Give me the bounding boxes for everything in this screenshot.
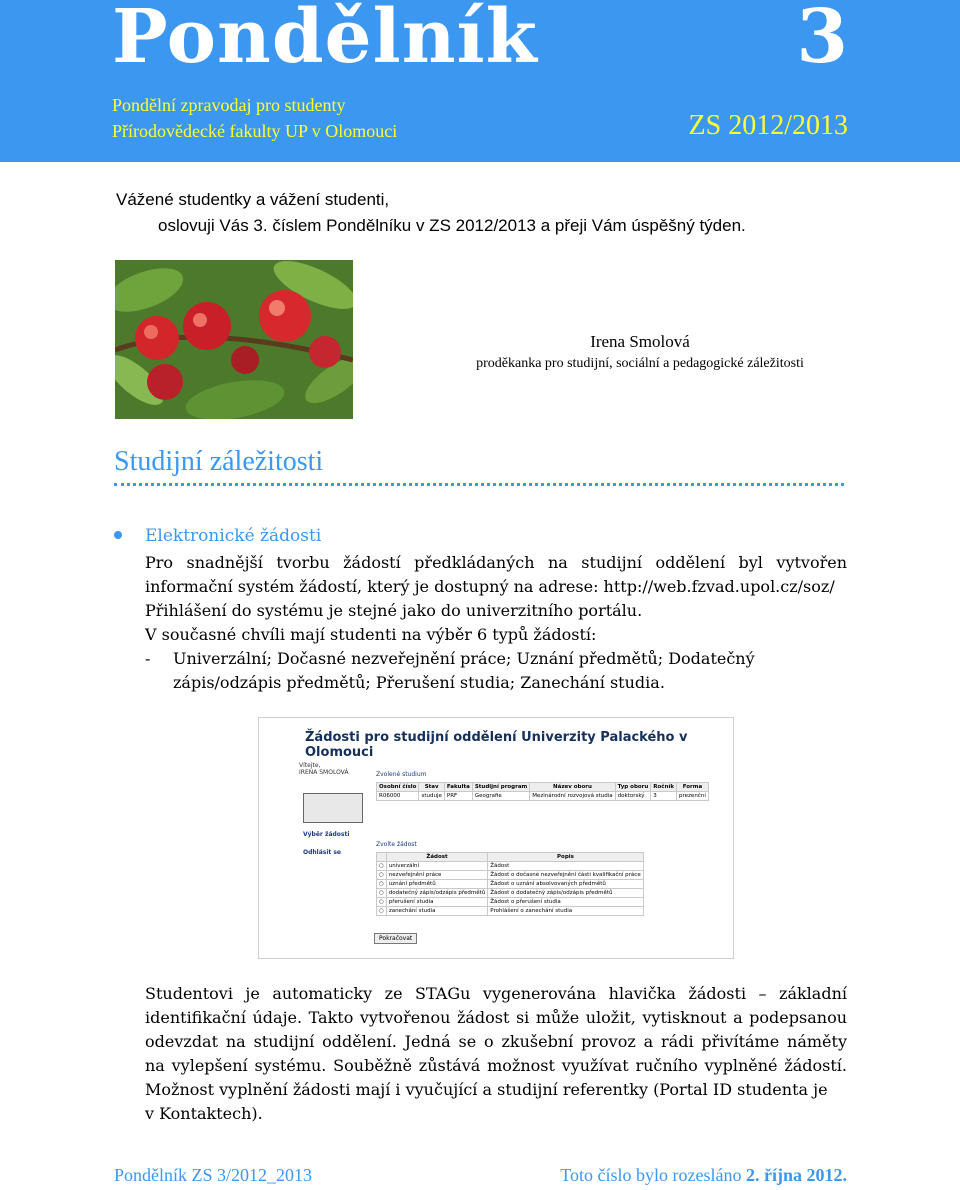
study-column-header: Ročník — [651, 783, 677, 792]
paragraph-line: na vylepšení systému. Souběžně zůstává možnost využívat ručního vyplněné žádostí. — [145, 1056, 847, 1075]
greeting-line-1: Vážené studentky a vážení studenti, — [116, 190, 390, 209]
table-row[interactable] — [377, 871, 644, 880]
signature-role: proděkanka pro studijní, sociální a pedagogické záležitosti — [476, 356, 804, 371]
request-cell: dodatečný zápis/odzápis předmětů — [386, 889, 487, 898]
signature-block — [380, 332, 900, 372]
request-cell: Prohlášení o zanechání studia — [488, 907, 644, 916]
study-column-header: Název oboru — [530, 783, 615, 792]
request-cell: Žádost o dočasné nezveřejnění části kvalifikační práce — [488, 871, 644, 880]
footer-issue: Pondělník ZS 3/2012_2013 — [114, 1165, 313, 1185]
table-row[interactable] — [377, 880, 644, 889]
request-cell: nezveřejnění práce — [386, 871, 487, 880]
subtitle-line-2: Přírodovědecké fakulty UP v Olomouci — [112, 121, 398, 141]
section-title: Studijní záležitosti — [114, 446, 324, 477]
semester-label: ZS 2012/2013 — [688, 110, 848, 141]
request-radio[interactable]: ○ — [377, 862, 387, 871]
signature-name: Irena Smolová — [590, 332, 690, 351]
greeting-line-2: oslovuji Vás 3. číslem Pondělníku v ZS 2012/2013 a přeji Vám úspěšný týden. — [158, 216, 746, 235]
request-cell: přerušení studia — [386, 898, 487, 907]
request-radio[interactable]: ○ — [377, 871, 387, 880]
request-cell: Žádost o přerušení studia — [488, 898, 644, 907]
study-cell: R06000 — [377, 792, 419, 801]
chosen-study-label: Zvolené studium — [376, 771, 427, 778]
select-request-link[interactable]: Výběr žádosti — [303, 831, 350, 838]
request-cell: Žádost — [488, 862, 644, 871]
request-radio[interactable]: ○ — [377, 907, 387, 916]
table-row[interactable] — [377, 889, 644, 898]
request-column-header: Popis — [488, 853, 644, 862]
requests-table — [376, 852, 644, 916]
subtitle-line-1: Pondělní zpravodaj pro studenty — [112, 95, 346, 115]
study-table — [376, 782, 709, 801]
paragraph-line: identifikační údaje. Takto vytvořenou žádost si může uložit, vytisknout a podepsanou — [145, 1008, 847, 1027]
list-dash: - — [145, 649, 151, 668]
study-column-header: Forma — [677, 783, 709, 792]
study-column-header: Stav — [419, 783, 444, 792]
study-column-header: Studijní program — [472, 783, 529, 792]
paragraph-line: Možnost vyplnění žádosti mají i vyučující a studijní referentky (Portal ID studenta je — [145, 1080, 828, 1099]
footer-date: 2. října 2012. — [746, 1165, 847, 1185]
continue-button[interactable]: Pokračovat — [374, 933, 417, 944]
request-radio[interactable]: ○ — [377, 898, 387, 907]
study-cell: Mezinárodní rozvojová studia — [530, 792, 615, 801]
request-cell: zanechání studia — [386, 907, 487, 916]
request-cell: uznání předmětů — [386, 880, 487, 889]
bullet-title: Elektronické žádosti — [145, 526, 322, 546]
footer-sent-date — [560, 1165, 847, 1186]
sidebar-box — [303, 793, 363, 823]
study-cell: 3 — [651, 792, 677, 801]
study-cell: studuje — [419, 792, 444, 801]
paragraph-line: Studentovi je automaticky ze STAGu vygenerována hlavička žádosti – základní — [145, 984, 847, 1003]
application-screenshot — [258, 717, 734, 959]
welcome-text — [299, 762, 363, 776]
newsletter-title: Pondělník — [112, 0, 538, 80]
list-line: Univerzální; Dočasné nezveřejnění práce; Uznání předmětů; Dodatečný — [173, 649, 755, 668]
request-cell: Žádost o uznání absolvovaných předmětů — [488, 880, 644, 889]
app-title: Žádosti pro studijní oddělení Univerzity Palackého v Olomouci — [305, 730, 688, 760]
newsletter-header — [0, 0, 960, 162]
study-column-header: Fakulta — [444, 783, 472, 792]
welcome-label: Vítejte, — [299, 762, 321, 769]
paragraph-line: Přihlášení do systému je stejné jako do univerzitního portálu. — [145, 601, 643, 620]
study-column-header: Osobní číslo — [377, 783, 419, 792]
paragraph-line: V současné chvíli mají studenti na výběr 6 typů žádostí: — [145, 625, 597, 644]
study-cell: prezenční — [677, 792, 709, 801]
request-radio[interactable]: ○ — [377, 880, 387, 889]
study-cell: Geografie — [472, 792, 529, 801]
paragraph-line: odevzdat na studijní oddělení. Jedná se o zkušební provoz a rádi přivítáme náměty — [145, 1032, 847, 1051]
choose-request-label: Zvolte žádost — [376, 841, 417, 848]
table-row[interactable] — [377, 898, 644, 907]
section-divider — [114, 483, 844, 486]
issue-number: 3 — [796, 0, 848, 80]
logout-link[interactable]: Odhlásit se — [303, 849, 341, 856]
list-line: zápis/odzápis předmětů; Přerušení studia; Zanechání studia. — [173, 673, 665, 692]
bullet-icon — [114, 531, 122, 539]
paragraph-line: Pro snadnější tvorbu žádostí předkládaných na studijní oddělení byl vytvořen — [145, 553, 847, 572]
paragraph-line: v Kontaktech). — [145, 1104, 263, 1123]
footer-sent-prefix: Toto číslo bylo rozesláno — [560, 1165, 746, 1185]
table-row[interactable] — [377, 862, 644, 871]
request-radio[interactable]: ○ — [377, 889, 387, 898]
request-column-header: Žádost — [386, 853, 487, 862]
table-row[interactable] — [377, 907, 644, 916]
study-column-header: Typ oboru — [615, 783, 651, 792]
apple-photo — [115, 260, 353, 419]
paragraph-line: informační systém žádostí, který je dostupný na adrese: http://web.fzvad.upol.cz/soz/ — [145, 577, 835, 596]
study-cell: doktorský — [615, 792, 651, 801]
request-cell: Žádost o dodatečný zápis/odzápis předmětů — [488, 889, 644, 898]
request-cell: univerzální — [386, 862, 487, 871]
user-name: IRENA SMOLOVÁ — [299, 769, 349, 776]
study-cell: PRF — [444, 792, 472, 801]
